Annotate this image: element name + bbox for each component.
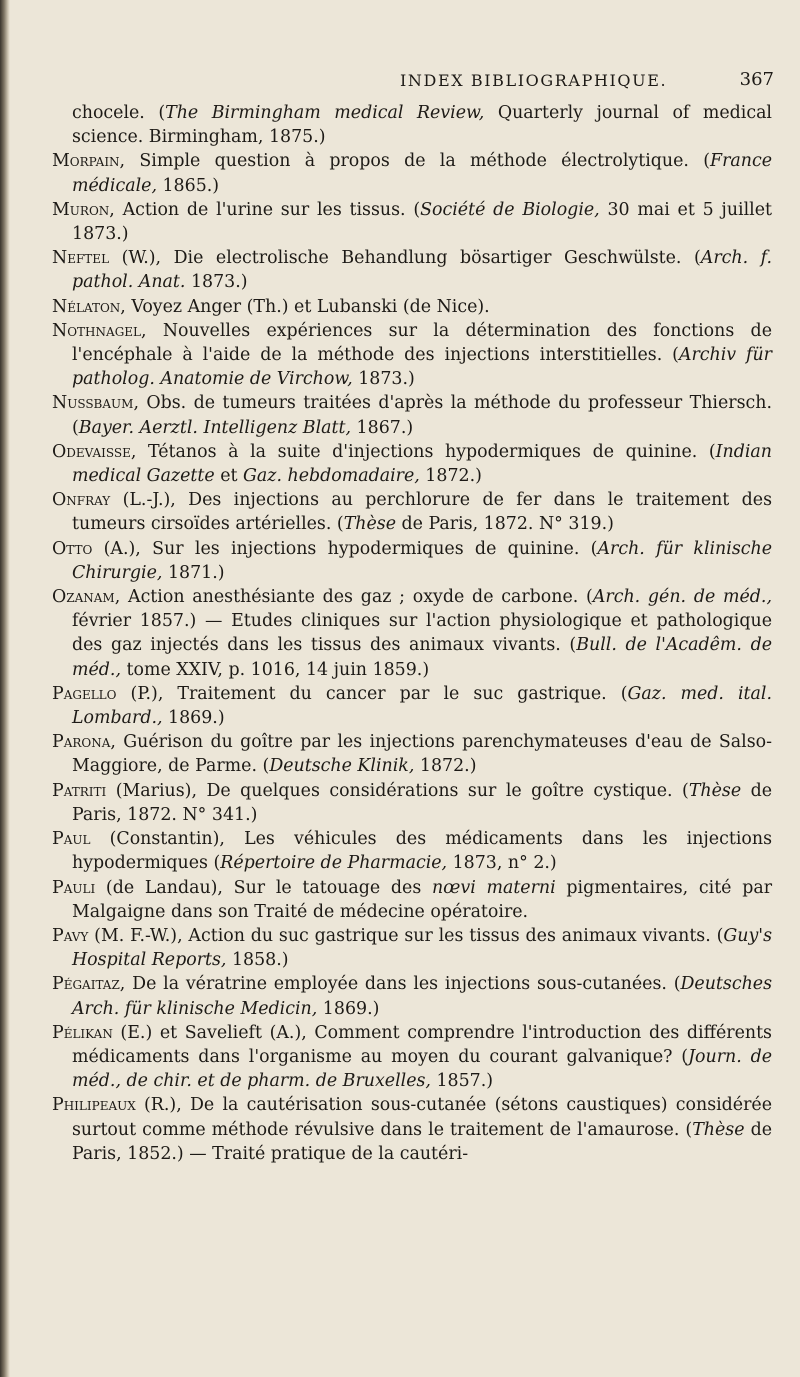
entry-author: Nussbaum, <box>52 393 139 414</box>
entry-text: chocele. ( <box>72 103 166 123</box>
book-page <box>52 0 772 1166</box>
entry-text: (M. F.-W.), Action du suc gastrique sur les tissus des animaux vivants. ( <box>88 925 724 946</box>
entry-text: (P.), Traitement du cancer par le suc gastrique. ( <box>116 683 628 704</box>
book-spine-shadow <box>0 0 10 1377</box>
header-title: INDEX BIBLIOGRAPHIQUE. <box>400 71 668 90</box>
entry-source: Thèse <box>692 1119 745 1140</box>
entry-text: (Constantin), Les véhicules des médicaments dans les injections hypodermiques ( <box>72 829 772 874</box>
entry-text: 1872.) <box>419 466 482 487</box>
entry-text: (E.) et Savelieft (A.), Comment comprendre l'introduction des différents médicaments dans l'organisme au moyen du courant galvanique? ( <box>72 1022 772 1067</box>
entry-text: 1869.) <box>317 998 380 1019</box>
entry-source: Deutsche Klinik, <box>269 756 415 777</box>
running-header <box>52 69 774 112</box>
entry-author: Pavy <box>52 925 89 946</box>
page-number: 367 <box>739 69 774 90</box>
entry-author: Morpain, <box>52 151 126 172</box>
bibliography-entry <box>52 319 772 392</box>
entry-text: 1873, n° 2.) <box>447 853 557 874</box>
entry-source: Thèse <box>343 514 397 535</box>
entry-text: pigmentaires, cité par Malgaigne dans son Traité de médecine opératoire. <box>72 877 773 922</box>
entry-source: Arch. f. pathol. Anat. <box>72 248 773 293</box>
entry-text: (de Landau), Sur le tatouage des <box>95 877 432 898</box>
entry-author: Pauli <box>52 877 96 898</box>
entry-author: Philipeaux <box>52 1095 136 1116</box>
entry-text: 1867.) <box>351 417 414 438</box>
entry-source: Journ. de méd., de chir. et de pharm. de Bruxelles, <box>72 1046 773 1092</box>
entry-text: Nouvelles expériences sur la détermination des fonctions de l'encéphale à l'aide de la méthode des injections interstitielles. ( <box>72 320 772 366</box>
entry-source: Arch. für klinische Chirurgie, <box>72 538 772 583</box>
entry-text: Guérison du goître par les injections parenchymateuses d'eau de Salso-Maggiore, de Parme. ( <box>72 732 772 777</box>
entry-text: De la vératrine employée dans les injections sous-cutanées. ( <box>125 974 681 995</box>
bibliography-list <box>52 101 772 1166</box>
entry-text: Obs. de tumeurs traitées d'après la méthode du professeur Thiersch. ( <box>72 393 772 438</box>
entry-text: Action anesthésiante des gaz ; oxyde de carbone. ( <box>120 587 593 608</box>
entry-author: Onfray <box>52 490 111 511</box>
bibliography-entry <box>52 149 772 197</box>
entry-source: Bull. de l'Acadêm. de méd., <box>72 635 772 680</box>
bibliography-entry <box>52 1021 772 1094</box>
entry-author: Patriti <box>52 780 107 801</box>
entry-text: 1873.) <box>352 369 415 390</box>
entry-author: Nélaton, <box>52 296 126 317</box>
entry-author: Otto <box>52 538 93 559</box>
bibliography-entry <box>52 537 772 585</box>
entry-source: Arch. gén. de méd., <box>592 587 772 608</box>
entry-text: Quarterly journal of medical science. Birmingham, 1875.) <box>72 103 772 148</box>
entry-text: 1858.) <box>226 950 289 971</box>
bibliography-entry <box>52 246 772 294</box>
entry-text: Simple question à propos de la méthode électrolytique. ( <box>125 151 711 172</box>
entry-author: Pélikan <box>52 1022 113 1043</box>
entry-source: France médicale, <box>72 151 772 196</box>
entry-source: nœvi materni <box>431 877 556 898</box>
entry-author: Muron, <box>52 199 115 220</box>
entry-source: Société de Biologie, <box>420 199 600 220</box>
entry-text: (A.), Sur les injections hypodermiques de quinine. ( <box>92 538 598 559</box>
bibliography-entry <box>52 924 772 972</box>
entry-author: Ozanam, <box>52 587 121 608</box>
entry-source: Bayer. Aerztl. Intelligenz Blatt, <box>78 417 352 438</box>
entry-text: (R.), De la cautérisation sous-cutanée (sétons caustiques) considérée surtout comme méthode révulsive dans le traitement de l'amaurose. ( <box>72 1095 772 1140</box>
bibliography-entry <box>52 876 772 924</box>
entry-text: 30 mai et 5 juillet 1873.) <box>72 199 772 245</box>
bibliography-entry <box>52 198 772 246</box>
entry-author: Odevaisse, <box>52 441 137 462</box>
entry-text: Tétanos à la suite d'injections hypodermiques de quinine. ( <box>136 441 716 462</box>
entry-text: de Paris, 1852.) — Traité pratique de la cautéri- <box>72 1119 772 1164</box>
entry-source: Archiv für patholog. Anatomie de Virchow, <box>72 345 772 390</box>
entry-source: Thèse <box>688 780 742 801</box>
bibliography-entry <box>52 295 772 319</box>
bibliography-entry <box>52 682 772 730</box>
entry-text: (L.-J.), Des injections au perchlorure de fer dans le traitement des tumeurs cirsoïdes artérielles. ( <box>72 490 772 535</box>
bibliography-entry <box>52 779 772 827</box>
entry-source: Répertoire de Pharmacie, <box>220 853 448 874</box>
bibliography-entry <box>52 972 772 1020</box>
entry-text: et <box>214 466 244 487</box>
entry-text: (Marius), De quelques considérations sur le goître cystique. ( <box>106 780 689 801</box>
bibliography-entry <box>52 488 772 536</box>
bibliography-entry <box>52 1093 772 1166</box>
bibliography-entry <box>52 827 772 875</box>
entry-text: de Paris, 1872. N° 319.) <box>396 514 614 535</box>
bibliography-entry <box>52 730 772 778</box>
entry-text: 1869.) <box>162 708 225 729</box>
entry-author: Parona, <box>52 732 116 753</box>
entry-text: 1872.) <box>414 756 477 777</box>
entry-text: 1865.) <box>156 175 220 196</box>
bibliography-entry <box>52 585 772 682</box>
entry-text: de Paris, 1872. N° 341.) <box>72 780 773 825</box>
entry-text: (W.), Die electrolische Behandlung bösartiger Geschwülste. ( <box>109 248 701 269</box>
entry-source: The Birmingham medical Review, <box>165 103 485 123</box>
entry-source: Gaz. med. ital. Lombard., <box>72 683 772 729</box>
entry-text: tome XXIV, p. 1016, 14 juin 1859.) <box>120 659 430 680</box>
entry-text: Voyez Anger (Th.) et Lubanski (de Nice). <box>125 296 490 317</box>
entry-text: 1857.) <box>430 1071 494 1092</box>
bibliography-entry <box>52 440 772 488</box>
entry-source: Gaz. hebdomadaire, <box>243 466 420 487</box>
entry-text: 1873.) <box>185 272 248 293</box>
entry-author: Paul <box>52 829 91 850</box>
entry-source: Guy's Hospital Reports, <box>72 925 772 971</box>
entry-author: Neftel <box>52 248 110 269</box>
entry-author: Pégaitaz, <box>52 974 126 995</box>
entry-source: Indian medical Gazette <box>72 441 772 487</box>
entry-text: février 1857.) — Etudes cliniques sur l'action physiologique et pathologique des gaz injectés dans les tissus des animaux vivants. ( <box>72 611 772 656</box>
entry-author: Pagello <box>52 683 117 704</box>
bibliography-entry <box>52 391 772 439</box>
entry-source: Deutsches Arch. für klinische Medicin, <box>72 974 772 1019</box>
entry-author: Nothnagel, <box>52 320 147 341</box>
entry-text: 1871.) <box>162 562 225 583</box>
entry-text: Action de l'urine sur les tissus. ( <box>114 199 421 220</box>
